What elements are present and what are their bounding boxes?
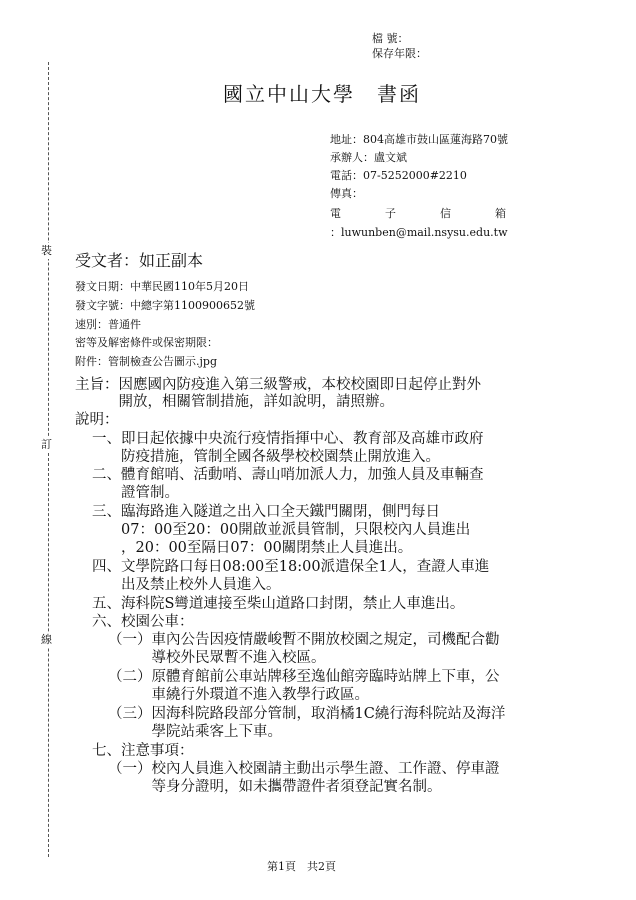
item-3-line-1: 三、臨海路進入隧道之出入口全天鐵門關閉，側門每日 [92, 504, 440, 520]
item-6-1-line-2: 導校外民眾暫不進入校區。 [108, 650, 326, 666]
item-4-line-1: 四、文學院路口每日08:00至18:00派遣保全1人，查證人車進 [92, 559, 490, 575]
item-1-line-2: 防疫措施，管制全國各級學校校園禁止開放進入。 [92, 449, 440, 465]
binding-char-xian: 線 [41, 633, 52, 646]
security-level: 密等及解密條件或保密期限： [75, 336, 218, 349]
binding-char-zhuang: 裝 [41, 244, 52, 257]
item-6-3-line-2: 學院站乘客上下車。 [108, 724, 282, 740]
item-4-line-2: 出及禁止校外人員進入。 [92, 577, 281, 593]
sender-address: 地址：804高雄市鼓山區蓮海路70號 [330, 133, 508, 146]
attachment: 附件：管制檢查公告圖示.jpg [75, 355, 217, 368]
item-6-line-1: 六、校園公車： [92, 614, 194, 630]
item-6-1-line-1: （一）車內公告因疫情嚴峻暫不開放校園之規定，司機配合勸 [108, 632, 500, 648]
sender-fax: 傳真： [330, 187, 363, 200]
file-number-label: 檔 號： [372, 32, 409, 45]
retention-period-label: 保存年限： [372, 47, 427, 60]
issue-number: 發文字號：中總字第1100900652號 [75, 299, 255, 312]
item-6-3-line-1: （三）因海科院路段部分管制，取消橘1C繞行海科院站及海洋 [108, 706, 506, 722]
page-number: 第1頁 共2頁 [267, 860, 336, 873]
item-7-1-line-1: （一）校內人員進入校園請主動出示學生證、工作證、停車證 [108, 761, 500, 777]
item-7-line-1: 七、注意事項： [92, 743, 194, 759]
item-2-line-1: 二、體育館哨、活動哨、壽山哨加派人力，加強人員及車輛查 [92, 467, 484, 483]
item-1-line-1: 一、即日起依據中央流行疫情指揮中心、教育部及高雄市政府 [92, 431, 484, 447]
delivery-speed: 速別：普通件 [75, 318, 141, 331]
item-3-line-3: ，20：00至隔日07：00關閉禁止人員進出。 [92, 540, 413, 556]
binding-line [48, 62, 49, 857]
explanation-label: 說明： [75, 412, 119, 428]
item-6-2-line-1: （二）原體育館前公車站牌移至逸仙館旁臨時站牌上下車，公 [108, 669, 500, 685]
subject-line-1: 主旨：因應國內防疫進入第三級警戒，本校校園即日起停止對外 [75, 377, 481, 393]
subject-line-2: 開放，相關管制措施，詳如說明，請照辦。 [75, 394, 394, 410]
receiver-line: 受文者：如正副本 [75, 251, 204, 270]
sender-email: ：luwunben@mail.nsysu.edu.tw [330, 226, 508, 239]
binding-char-ding: 訂 [41, 438, 52, 451]
item-5-line-1: 五、海科院S彎道連接至柴山道路口封閉，禁止人車進出。 [92, 596, 465, 612]
item-2-line-2: 證管制。 [92, 485, 179, 501]
document-title: 國立中山大學 書函 [223, 82, 421, 106]
sender-phone: 電話：07-5252000#2210 [330, 169, 467, 182]
issue-date: 發文日期：中華民國110年5月20日 [75, 280, 249, 293]
sender-contact: 承辦人：盧文斌 [330, 151, 407, 164]
sender-email-label: 電 子 信 箱 [330, 207, 506, 220]
item-3-line-2: 07：00至20：00開啟並派員管制，只限校內人員進出 [92, 522, 471, 538]
item-6-2-line-2: 車繞行外環道不進入教學行政區。 [108, 687, 369, 703]
item-7-1-line-2: 等身分證明，如未攜帶證件者須登記實名制。 [108, 779, 442, 795]
